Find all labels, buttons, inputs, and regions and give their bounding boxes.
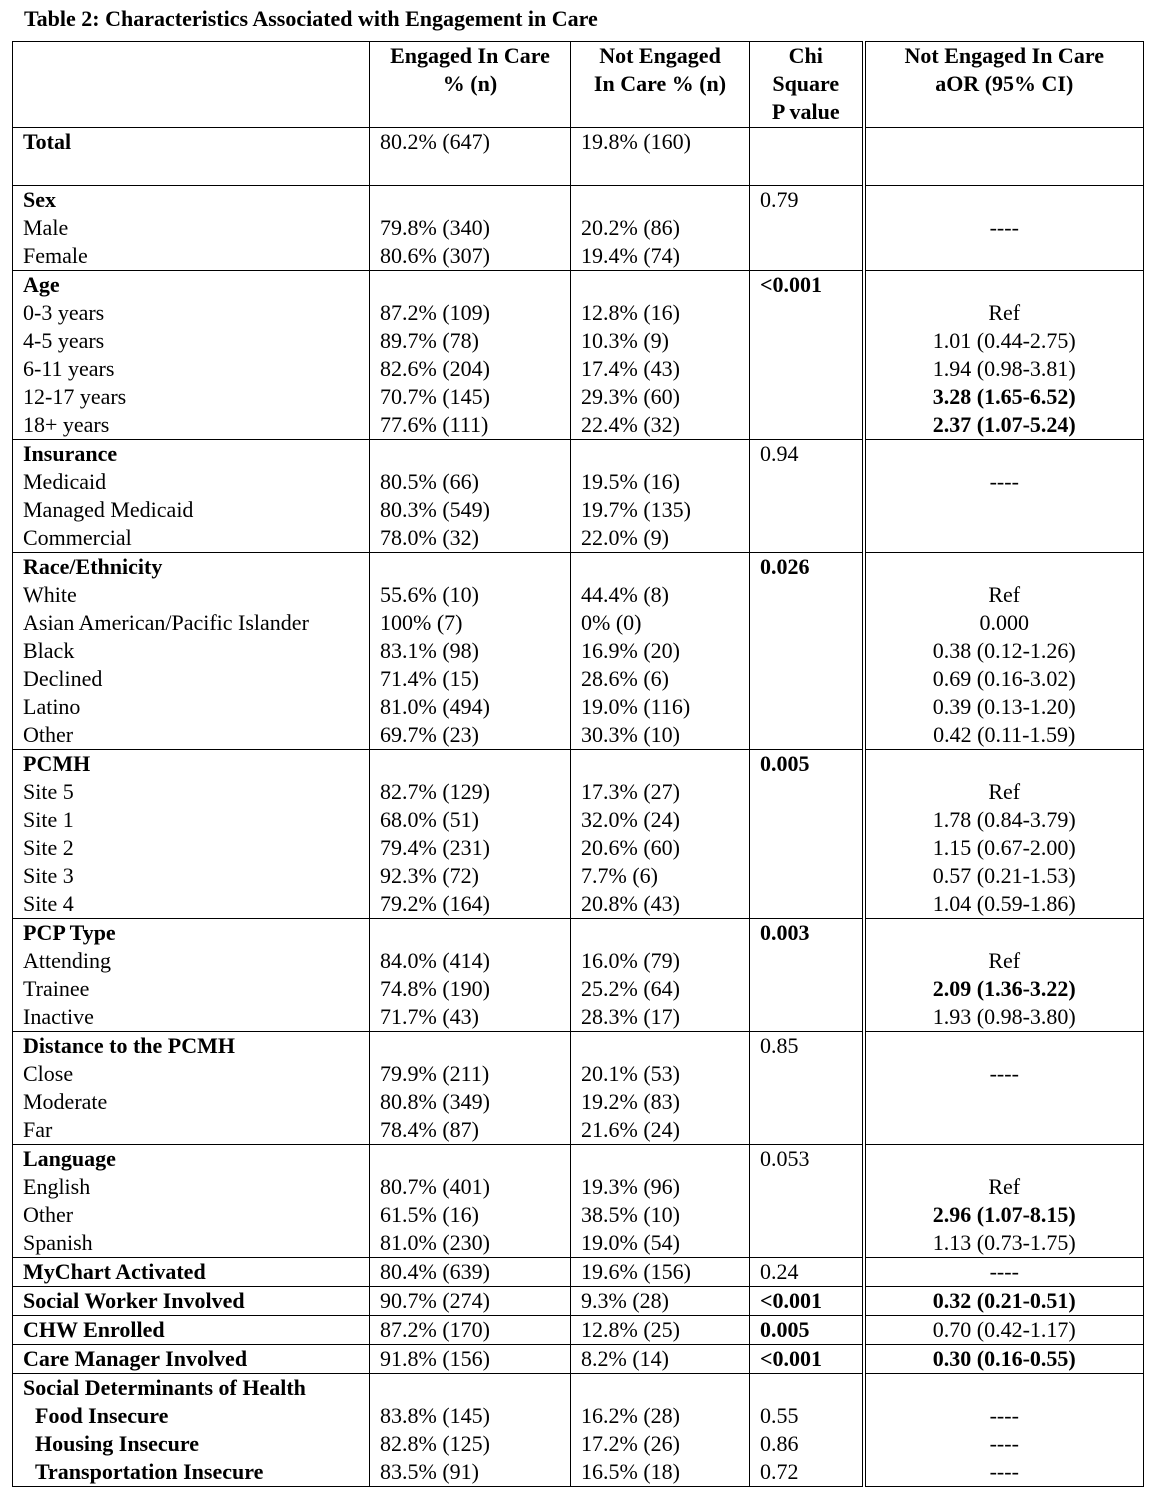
not-engaged-value: 25.2% (64) (581, 976, 680, 1001)
group-label: Race/Ethnicity (23, 554, 163, 579)
p-value-cell (750, 1032, 864, 1145)
table-row (13, 1345, 1144, 1374)
not-engaged-value: 28.3% (17) (581, 1004, 680, 1029)
spacer (380, 440, 570, 468)
header-characteristic (13, 42, 370, 128)
not-engaged-value: 20.2% (86) (581, 215, 680, 240)
not-engaged-value: 19.0% (54) (581, 1230, 680, 1255)
spacer (581, 553, 749, 581)
aor-cell: 0.32 (0.21-0.51) (864, 1287, 1144, 1316)
engaged-cell: 91.8% (156) (370, 1345, 571, 1374)
p-value: 0.55 (760, 1403, 799, 1428)
p-value: 0.86 (760, 1431, 799, 1456)
group-label-cell (13, 750, 370, 919)
aor-value (866, 524, 1144, 552)
p-value: <0.001 (760, 272, 823, 297)
aor-value: Ref (988, 779, 1021, 804)
engaged-value: 79.2% (164) (380, 891, 490, 916)
aor-value: 2.37 (1.07-5.24) (932, 412, 1076, 437)
engaged-value: 71.7% (43) (380, 1004, 479, 1029)
aor-value: ---- (989, 1431, 1019, 1456)
p-value (760, 1374, 862, 1402)
table-row (13, 271, 1144, 440)
not-engaged-cell (571, 1145, 750, 1258)
engaged-value: 87.2% (109) (380, 300, 490, 325)
aor-value: 1.15 (0.67-2.00) (932, 835, 1076, 860)
aor-cell: ---- (864, 1258, 1144, 1287)
engaged-value: 83.8% (145) (380, 1403, 490, 1428)
not-engaged-cell: 8.2% (14) (571, 1345, 750, 1374)
p-value: 0.005 (760, 751, 810, 776)
sub-item-label: Moderate (23, 1089, 108, 1114)
sub-item-label: Other (23, 722, 74, 747)
p-value-cell (750, 919, 864, 1032)
aor-value (866, 496, 1144, 524)
engaged-value: 78.0% (32) (380, 525, 479, 550)
p-value: 0.85 (760, 1033, 799, 1058)
engaged-value: 83.5% (91) (380, 1459, 479, 1484)
group-label-cell (13, 1145, 370, 1258)
p-value-cell (750, 1145, 864, 1258)
spacer (866, 919, 1144, 947)
engaged-value: 80.3% (549) (380, 497, 490, 522)
spacer (380, 1374, 570, 1402)
aor-value (866, 1116, 1144, 1144)
p-value: 0.053 (760, 1146, 810, 1171)
not-engaged-cell: 19.6% (156) (571, 1258, 750, 1287)
aor-cell (864, 271, 1144, 440)
aor-value: 1.93 (0.98-3.80) (932, 1004, 1076, 1029)
not-engaged-value: 16.0% (79) (581, 948, 680, 973)
group-label-cell (13, 919, 370, 1032)
p-value-cell: 0.005 (750, 1316, 864, 1345)
spacer (380, 1032, 570, 1060)
aor-value: ---- (989, 215, 1019, 240)
sub-item-label: Close (23, 1061, 74, 1086)
group-label: Sex (23, 187, 56, 212)
engaged-value: 79.4% (231) (380, 835, 490, 860)
not-engaged-value: 19.7% (135) (581, 497, 691, 522)
sub-item-label: Site 2 (23, 835, 74, 860)
header-chi-square: Chi Square P value (750, 42, 864, 128)
not-engaged-cell (571, 919, 750, 1032)
spacer (866, 440, 1144, 468)
engaged-value: 92.3% (72) (380, 863, 479, 888)
spacer (581, 186, 749, 214)
not-engaged-value: 28.6% (6) (581, 666, 669, 691)
table-title: Table 2: Characteristics Associated with Engagement in Care (24, 6, 598, 31)
engaged-value: 79.9% (211) (380, 1061, 490, 1086)
aor-value (866, 242, 1144, 270)
aor-cell (864, 750, 1144, 919)
sub-item-label: Latino (23, 694, 81, 719)
group-label-cell (13, 271, 370, 440)
table-row (13, 440, 1144, 553)
row-label: Total (13, 128, 370, 186)
header-not-engaged: Not Engaged In Care % (n) (571, 42, 750, 128)
aor-value: 2.96 (1.07-8.15) (932, 1202, 1076, 1227)
aor-value: 0.38 (0.12-1.26) (932, 638, 1076, 663)
table-row (13, 919, 1144, 1032)
not-engaged-cell: 12.8% (25) (571, 1316, 750, 1345)
group-label-cell (13, 1374, 370, 1487)
sub-item-label: Attending (23, 948, 111, 973)
aor-value: 0.39 (0.13-1.20) (932, 694, 1076, 719)
engaged-value: 82.7% (129) (380, 779, 490, 804)
spacer (866, 271, 1144, 299)
not-engaged-cell (571, 750, 750, 919)
table-row (13, 1316, 1144, 1345)
table-row (13, 128, 1144, 186)
engaged-cell (370, 1374, 571, 1487)
group-label-cell (13, 440, 370, 553)
spacer (380, 1145, 570, 1173)
sub-item-label: Housing Insecure (35, 1431, 200, 1456)
not-engaged-value: 20.8% (43) (581, 891, 680, 916)
sub-item-label: Other (23, 1202, 74, 1227)
spacer (581, 750, 749, 778)
p-value-cell: <0.001 (750, 1345, 864, 1374)
aor-value: 0.42 (0.11-1.59) (933, 722, 1076, 747)
not-engaged-value: 30.3% (10) (581, 722, 680, 747)
p-value-cell (750, 750, 864, 919)
p-value: 0.026 (760, 554, 810, 579)
group-label: PCP Type (23, 920, 116, 945)
not-engaged-value: 10.3% (9) (581, 328, 669, 353)
aor-cell (864, 1374, 1144, 1487)
aor-cell (864, 1032, 1144, 1145)
header-engaged: Engaged In Care % (n) (370, 42, 571, 128)
not-engaged-value: 19.4% (74) (581, 243, 680, 268)
spacer (866, 750, 1144, 778)
aor-value: Ref (988, 948, 1021, 973)
not-engaged-value: 19.3% (96) (581, 1174, 680, 1199)
engaged-value: 80.8% (349) (380, 1089, 490, 1114)
sub-item-label: 6-11 years (23, 356, 115, 381)
sub-item-label: 4-5 years (23, 328, 105, 353)
sub-item-label: Trainee (23, 976, 90, 1001)
not-engaged-cell (571, 271, 750, 440)
p-value-cell (750, 553, 864, 750)
not-engaged-value: 19.2% (83) (581, 1089, 680, 1114)
engaged-value: 81.0% (230) (380, 1230, 490, 1255)
aor-cell: 0.30 (0.16-0.55) (864, 1345, 1144, 1374)
not-engaged-value: 29.3% (60) (581, 384, 680, 409)
engaged-value: 77.6% (111) (380, 412, 489, 437)
not-engaged-value: 22.4% (32) (581, 412, 680, 437)
spacer (380, 271, 570, 299)
aor-value: 0.000 (979, 610, 1029, 635)
spacer (581, 1032, 749, 1060)
group-label-cell (13, 186, 370, 271)
aor-value (866, 1088, 1144, 1116)
p-value: 0.79 (760, 187, 799, 212)
aor-value: 1.13 (0.73-1.75) (932, 1230, 1076, 1255)
sub-item-label: 18+ years (23, 412, 110, 437)
spacer (866, 186, 1144, 214)
p-value-cell (750, 128, 864, 186)
engaged-value: 83.1% (98) (380, 638, 479, 663)
not-engaged-value: 17.4% (43) (581, 356, 680, 381)
table-row (13, 1287, 1144, 1316)
p-value-cell (750, 186, 864, 271)
sub-item-label: 12-17 years (23, 384, 127, 409)
spacer (581, 271, 749, 299)
aor-value: Ref (988, 1174, 1021, 1199)
spacer (380, 750, 570, 778)
engaged-value: 82.8% (125) (380, 1431, 490, 1456)
aor-value: ---- (989, 1459, 1019, 1484)
table-row (13, 750, 1144, 919)
engaged-cell (370, 271, 571, 440)
aor-value: 1.94 (0.98-3.81) (932, 356, 1076, 381)
p-value: 0.94 (760, 441, 799, 466)
table-row (13, 553, 1144, 750)
aor-cell (864, 919, 1144, 1032)
not-engaged-value: 21.6% (24) (581, 1117, 680, 1142)
not-engaged-value: 0% (0) (581, 610, 642, 635)
p-value: 0.72 (760, 1459, 799, 1484)
p-value-cell: 0.24 (750, 1258, 864, 1287)
not-engaged-cell (571, 186, 750, 271)
not-engaged-cell (571, 1374, 750, 1487)
sub-item-label: Managed Medicaid (23, 497, 194, 522)
row-label: CHW Enrolled (13, 1316, 370, 1345)
group-label: PCMH (23, 751, 91, 776)
aor-value: 2.09 (1.36-3.22) (932, 976, 1076, 1001)
engaged-value: 80.7% (401) (380, 1174, 490, 1199)
not-engaged-value: 17.3% (27) (581, 779, 680, 804)
sub-item-label: Transportation Insecure (35, 1459, 264, 1484)
aor-value: 0.69 (0.16-3.02) (932, 666, 1076, 691)
engaged-value: 79.8% (340) (380, 215, 490, 240)
aor-value: Ref (988, 582, 1021, 607)
group-label: Age (23, 272, 60, 297)
not-engaged-value: 38.5% (10) (581, 1202, 680, 1227)
engaged-value: 84.0% (414) (380, 948, 490, 973)
group-label: Distance to the PCMH (23, 1033, 236, 1058)
spacer (581, 1374, 749, 1402)
aor-cell (864, 440, 1144, 553)
aor-cell (864, 128, 1144, 186)
sub-item-label: Commercial (23, 525, 132, 550)
characteristics-table (12, 41, 1144, 1487)
sub-item-label: Site 1 (23, 807, 74, 832)
engaged-cell: 87.2% (170) (370, 1316, 571, 1345)
aor-cell (864, 553, 1144, 750)
engaged-cell (370, 1145, 571, 1258)
group-label: Language (23, 1146, 116, 1171)
row-label: Care Manager Involved (13, 1345, 370, 1374)
sub-item-label: White (23, 582, 77, 607)
sub-item-label: Site 4 (23, 891, 74, 916)
engaged-value: 78.4% (87) (380, 1117, 479, 1142)
engaged-cell: 80.2% (647) (370, 128, 571, 186)
not-engaged-value: 7.7% (6) (581, 863, 658, 888)
not-engaged-value: 19.5% (16) (581, 469, 680, 494)
engaged-value: 89.7% (78) (380, 328, 479, 353)
engaged-cell (370, 919, 571, 1032)
table-row (13, 1145, 1144, 1258)
aor-cell (864, 1145, 1144, 1258)
aor-value: 1.78 (0.84-3.79) (932, 807, 1076, 832)
not-engaged-value: 17.2% (26) (581, 1431, 680, 1456)
engaged-value: 70.7% (145) (380, 384, 490, 409)
engaged-value: 74.8% (190) (380, 976, 490, 1001)
engaged-cell (370, 750, 571, 919)
engaged-value: 71.4% (15) (380, 666, 479, 691)
group-label: Insurance (23, 441, 118, 466)
spacer (581, 919, 749, 947)
spacer (866, 553, 1144, 581)
spacer (380, 186, 570, 214)
sub-item-label: Spanish (23, 1230, 93, 1255)
engaged-value: 80.6% (307) (380, 243, 490, 268)
engaged-value: 61.5% (16) (380, 1202, 479, 1227)
not-engaged-cell (571, 440, 750, 553)
not-engaged-value: 16.5% (18) (581, 1459, 680, 1484)
spacer (581, 1145, 749, 1173)
spacer (866, 1145, 1144, 1173)
sub-item-label: Far (23, 1117, 53, 1142)
not-engaged-value: 19.0% (116) (581, 694, 691, 719)
not-engaged-cell: 19.8% (160) (571, 128, 750, 186)
aor-value: ---- (989, 1403, 1019, 1428)
engaged-cell: 80.4% (639) (370, 1258, 571, 1287)
aor-cell (864, 186, 1144, 271)
sub-item-label: 0-3 years (23, 300, 105, 325)
engaged-value: 81.0% (494) (380, 694, 490, 719)
table-row (13, 1032, 1144, 1145)
sub-item-label: Site 5 (23, 779, 74, 804)
aor-value: 3.28 (1.65-6.52) (932, 384, 1076, 409)
sub-item-label: English (23, 1174, 91, 1199)
aor-value: ---- (989, 1061, 1019, 1086)
aor-cell: 0.70 (0.42-1.17) (864, 1316, 1144, 1345)
engaged-cell (370, 1032, 571, 1145)
sub-item-label: Inactive (23, 1004, 94, 1029)
engaged-cell (370, 186, 571, 271)
aor-value: Ref (988, 300, 1021, 325)
sub-item-label: Declined (23, 666, 103, 691)
not-engaged-cell (571, 1032, 750, 1145)
sub-item-label: Asian American/Pacific Islander (23, 610, 309, 635)
aor-value: 1.01 (0.44-2.75) (932, 328, 1076, 353)
not-engaged-value: 44.4% (8) (581, 582, 669, 607)
engaged-value: 82.6% (204) (380, 356, 490, 381)
p-value-cell (750, 440, 864, 553)
spacer (866, 1032, 1144, 1060)
p-value-cell (750, 271, 864, 440)
not-engaged-value: 22.0% (9) (581, 525, 669, 550)
engaged-value: 55.6% (10) (380, 582, 479, 607)
not-engaged-value: 16.9% (20) (581, 638, 680, 663)
engaged-cell (370, 440, 571, 553)
aor-value: 1.04 (0.59-1.86) (932, 891, 1076, 916)
row-label: MyChart Activated (13, 1258, 370, 1287)
sub-item-label: Male (23, 215, 69, 240)
p-value-cell (750, 1374, 864, 1487)
header-row (13, 42, 1144, 128)
not-engaged-value: 32.0% (24) (581, 807, 680, 832)
engaged-value: 69.7% (23) (380, 722, 479, 747)
not-engaged-value: 16.2% (28) (581, 1403, 680, 1428)
row-label: Social Worker Involved (13, 1287, 370, 1316)
engaged-value: 68.0% (51) (380, 807, 479, 832)
spacer (380, 553, 570, 581)
sub-item-label: Site 3 (23, 863, 74, 888)
not-engaged-cell (571, 553, 750, 750)
p-value: 0.003 (760, 920, 810, 945)
table-row (13, 1258, 1144, 1287)
table-row (13, 186, 1144, 271)
group-label-cell (13, 1032, 370, 1145)
not-engaged-value: 20.1% (53) (581, 1061, 680, 1086)
header-aor: Not Engaged In Care aOR (95% CI) (864, 42, 1144, 128)
spacer (866, 1374, 1144, 1402)
not-engaged-value: 20.6% (60) (581, 835, 680, 860)
group-label-cell (13, 553, 370, 750)
engaged-value: 80.5% (66) (380, 469, 479, 494)
sub-item-label: Black (23, 638, 75, 663)
not-engaged-value: 12.8% (16) (581, 300, 680, 325)
aor-value: 0.57 (0.21-1.53) (932, 863, 1076, 888)
table-row (13, 1374, 1144, 1487)
not-engaged-cell: 9.3% (28) (571, 1287, 750, 1316)
spacer (380, 919, 570, 947)
spacer (581, 440, 749, 468)
engaged-value: 100% (7) (380, 610, 463, 635)
engaged-cell (370, 553, 571, 750)
aor-value: ---- (989, 469, 1019, 494)
group-label: Social Determinants of Health (23, 1375, 306, 1400)
sub-item-label: Medicaid (23, 469, 107, 494)
p-value-cell: <0.001 (750, 1287, 864, 1316)
sub-item-label: Food Insecure (35, 1403, 169, 1428)
engaged-cell: 90.7% (274) (370, 1287, 571, 1316)
sub-item-label: Female (23, 243, 88, 268)
